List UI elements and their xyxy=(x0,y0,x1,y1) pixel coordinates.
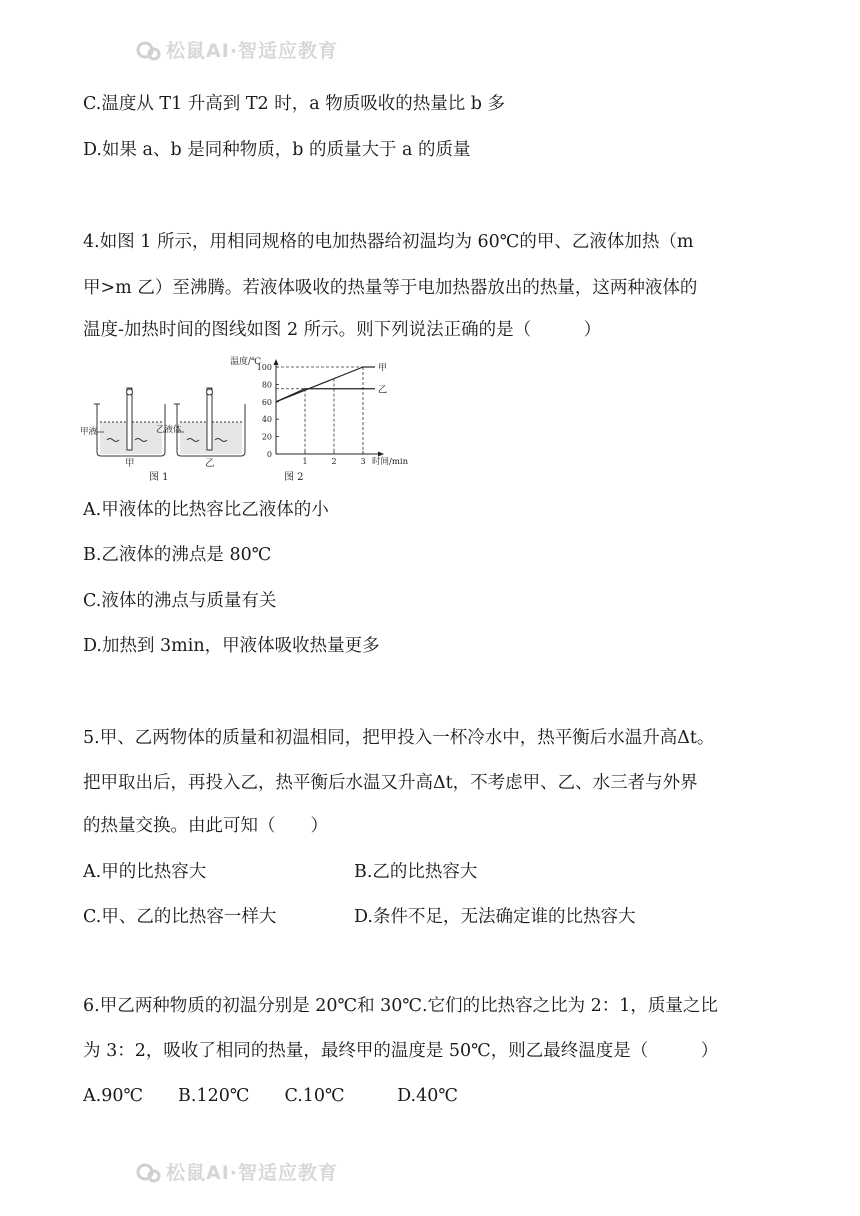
squirrel-logo-icon xyxy=(136,39,162,61)
y-tick-label: 100 xyxy=(256,363,272,372)
squirrel-logo-icon xyxy=(136,1161,162,1183)
q4-option-c: C.液体的沸点与质量有关 xyxy=(83,591,277,611)
q6-stem-line-2: 为 3：2，吸收了相同的热量，最终甲的温度是 50℃，则乙最终温度是（ ） xyxy=(83,1041,719,1061)
series-label-yi: 乙 xyxy=(378,385,388,396)
y-tick-label: 40 xyxy=(261,415,272,425)
x-axis-label: 时间/min xyxy=(372,457,409,467)
q3-option-d: D.如果 a、b 是同种物质，b 的质量大于 a 的质量 xyxy=(83,140,471,160)
y-tick-label: 0 xyxy=(266,450,272,459)
figure1-label-yi-liquid: 乙液体 xyxy=(156,425,182,435)
watermark-text: 松鼠AI·智适应教育 xyxy=(166,40,338,62)
q5-stem-line-2: 把甲取出后，再投入乙，热平衡后水温又升高Δt，不考虑甲、乙、水三者与外界 xyxy=(83,773,698,793)
y-axis-label: 温度/℃ xyxy=(230,357,262,367)
q4-option-b: B.乙液体的沸点是 80℃ xyxy=(83,545,272,565)
figure1-caption: 图 1 xyxy=(149,472,169,483)
watermark-top xyxy=(136,36,338,63)
y-tick-label: 20 xyxy=(261,432,272,442)
y-tick-label: 80 xyxy=(261,380,272,390)
q5-option-c: C.甲、乙的比热容一样大 xyxy=(83,907,277,927)
figure1-caption-yi: 乙 xyxy=(205,458,215,469)
q4-figure xyxy=(80,352,420,488)
q4-stem-line-1: 4.如图 1 所示，用相同规格的电加热器给初温均为 60℃的甲、乙液体加热（m xyxy=(83,232,694,252)
q5-option-a: A.甲的比热容大 xyxy=(83,862,207,882)
q5-stem-line-1: 5.甲、乙两物体的质量和初温相同，把甲投入一杯冷水中，热平衡后水温升高Δt。 xyxy=(83,728,715,748)
q4-stem-line-2: 甲>m 乙）至沸腾。若液体吸收的热量等于电加热器放出的热量，这两种液体的 xyxy=(83,278,698,298)
q5-option-b: B.乙的比热容大 xyxy=(354,862,478,882)
watermark-text: 松鼠AI·智适应教育 xyxy=(166,1162,338,1184)
x-tick-label: 1 xyxy=(302,457,308,466)
figure1-beakers xyxy=(94,388,245,456)
series-line-yi xyxy=(276,389,363,402)
figure1-caption-jia: 甲 xyxy=(125,458,135,469)
q5-option-d: D.条件不足，无法确定谁的比热容大 xyxy=(354,907,636,927)
q4-stem-line-3: 温度-加热时间的图线如图 2 所示。则下列说法正确的是（ ） xyxy=(83,320,602,340)
q4-option-d: D.加热到 3min，甲液体吸收热量更多 xyxy=(83,636,380,656)
figure2-caption: 图 2 xyxy=(284,472,304,483)
figure1-label-jia-liquid: 甲液 xyxy=(80,427,98,437)
q6-stem-line-1: 6.甲乙两种物质的初温分别是 20℃和 30℃.它们的比热容之比为 2：1，质量之比 xyxy=(83,996,718,1016)
q6-options: A.90℃ B.120℃ C.10℃ D.40℃ xyxy=(83,1086,458,1106)
q5-stem-line-3: 的热量交换。由此可知（ ） xyxy=(83,816,328,836)
q4-option-a: A.甲液体的比热容比乙液体的小 xyxy=(83,500,329,520)
watermark-bottom xyxy=(136,1158,338,1185)
series-label-jia: 甲 xyxy=(378,363,388,374)
x-axis-arrow xyxy=(378,452,384,457)
x-tick-label: 2 xyxy=(331,457,337,466)
y-tick-label: 60 xyxy=(261,397,272,407)
x-tick-label: 3 xyxy=(360,457,366,466)
q3-option-c: C.温度从 T1 升高到 T2 时，a 物质吸收的热量比 b 多 xyxy=(83,94,506,114)
y-axis-arrow xyxy=(274,359,279,365)
figure2-chart xyxy=(230,355,409,483)
